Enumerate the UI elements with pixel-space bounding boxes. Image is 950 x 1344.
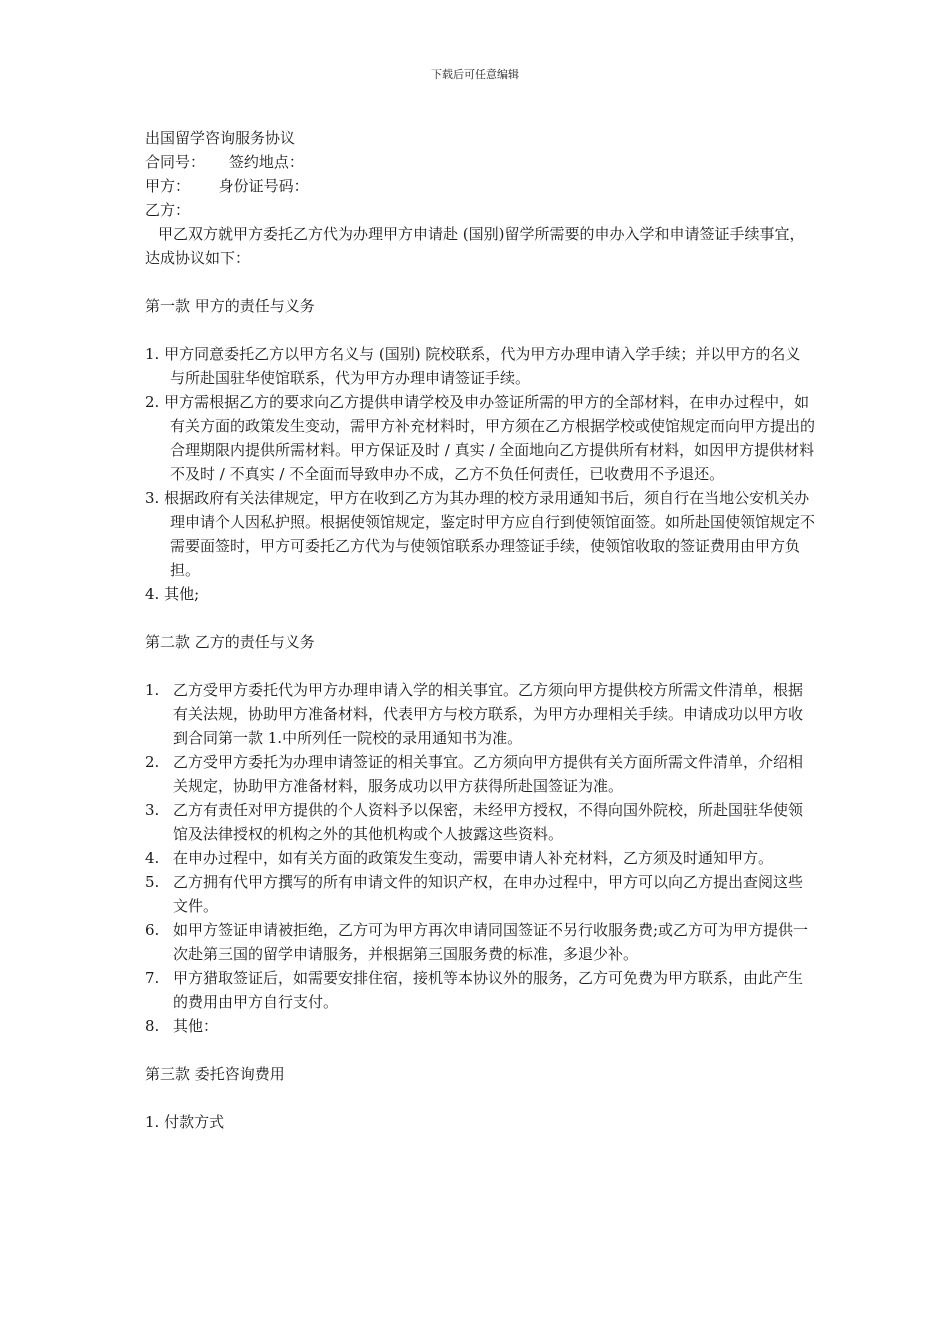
item-number: 5. bbox=[145, 873, 160, 891]
item-text: 甲方需根据乙方的要求向乙方提供申请学校及申办签证所需的甲方的全部材料，在申办过程中，如有关方面的政策发生变动，需甲方补充材料时，甲方须在乙方根据学校或使馆规定而向甲方提出的合理期限内提供所需材料。甲方保证及时 / 真实 / 全面地向乙方提供所有材料，如因甲方提供材料不及时 / 不真实 / 不全面而导致申办不成，乙方不负任何责任，已收费用不予退还。 bbox=[164, 393, 816, 483]
list-item bbox=[145, 966, 815, 1014]
list-item bbox=[145, 1110, 815, 1134]
item-text: 根据政府有关法律规定，甲方在收到乙方为其办理的校方录用通知书后，须自行在当地公安机关办理申请个人因私护照。根据使领馆规定，鉴定时甲方应自行到使领馆面签。如所赴国使领馆规定不需要面签时，甲方可委托乙方代为与使领馆联系办理签证手续，使领馆收取的签证费用由甲方负担。 bbox=[164, 489, 816, 579]
list-item bbox=[145, 342, 815, 390]
list-item bbox=[145, 918, 815, 966]
item-number: 1. bbox=[145, 1113, 160, 1131]
item-text: 乙方拥有代甲方撰写的所有申请文件的知识产权，在申办过程中，甲方可以向乙方提出查阅这些文件。 bbox=[173, 873, 804, 915]
item-number: 4. bbox=[145, 585, 160, 603]
item-text: 其他： bbox=[173, 1017, 219, 1035]
item-text: 乙方受甲方委托代为甲方办理申请入学的相关事宜。乙方须向甲方提供校方所需文件清单，根据有关法规，协助甲方准备材料，代表甲方与校方联系，为甲方办理相关手续。申请成功以甲方收到合同第一款 1.中所列任一院校的录用通知书为准。 bbox=[173, 681, 804, 747]
item-number: 1. bbox=[145, 681, 160, 699]
item-number: 3. bbox=[145, 801, 160, 819]
item-text: 甲方同意委托乙方以甲方名义与 (国别) 院校联系，代为甲方办理申请入学手续；并以甲方的名义与所赴国驻华使馆联系，代为甲方办理申请签证手续。 bbox=[164, 345, 801, 387]
party-b-line: 乙方： bbox=[145, 201, 191, 219]
item-text: 如甲方签证申请被拒绝，乙方可为甲方再次申请同国签证不另行收服务费;或乙方可为甲方提供一次赴第三国的留学申请服务，并根据第三国服务费的标准，多退少补。 bbox=[173, 921, 809, 963]
item-number: 2. bbox=[145, 753, 160, 771]
list-item bbox=[145, 1014, 815, 1038]
section-1-list bbox=[145, 342, 815, 606]
item-number: 3. bbox=[145, 489, 160, 507]
item-text: 付款方式 bbox=[164, 1113, 225, 1131]
document-title: 出国留学咨询服务协议 bbox=[145, 129, 296, 147]
item-number: 4. bbox=[145, 849, 160, 867]
item-text: 在申办过程中，如有关方面的政策发生变动，需要申请人补充材料，乙方须及时通知甲方。 bbox=[173, 849, 774, 867]
item-number: 1. bbox=[145, 345, 160, 363]
list-item bbox=[145, 846, 815, 870]
list-item bbox=[145, 798, 815, 846]
item-number: 6. bbox=[145, 921, 160, 939]
section-3-list bbox=[145, 1110, 815, 1134]
list-item bbox=[145, 390, 815, 486]
item-number: 2. bbox=[145, 393, 160, 411]
section-1-heading: 第一款 甲方的责任与义务 bbox=[145, 297, 315, 315]
section-3-heading: 第三款 委托咨询费用 bbox=[145, 1065, 285, 1083]
party-a-line: 甲方： 身份证号码： bbox=[145, 177, 309, 195]
list-item bbox=[145, 678, 815, 750]
list-item bbox=[145, 486, 815, 582]
list-item bbox=[145, 870, 815, 918]
item-number: 7. bbox=[145, 969, 160, 987]
item-text: 甲方猎取签证后，如需要安排住宿，接机等本协议外的服务，乙方可免费为甲方联系，由此产生的费用由甲方自行支付。 bbox=[173, 969, 804, 1011]
item-text: 乙方受甲方委托为办理申请签证的相关事宜。乙方须向甲方提供有关方面所需文件清单，介绍相关规定，协助甲方准备材料，服务成功以甲方获得所赴国签证为准。 bbox=[173, 753, 804, 795]
contract-number-line: 合同号： 签约地点： bbox=[145, 153, 304, 171]
intro-paragraph: 甲乙双方就甲方委托乙方代为办理甲方申请赴 (国别)留学所需要的申办入学和申请签证手续事宜，达成协议如下： bbox=[145, 225, 805, 267]
item-text: 乙方有责任对甲方提供的个人资料予以保密，未经甲方授权，不得向国外院校，所赴国驻华使领馆及法律授权的机构之外的其他机构或个人披露这些资料。 bbox=[173, 801, 804, 843]
list-item bbox=[145, 750, 815, 798]
list-item bbox=[145, 582, 815, 606]
section-2-list bbox=[145, 678, 815, 1038]
item-text: 其他; bbox=[164, 585, 200, 603]
agreement-body bbox=[145, 126, 815, 1134]
page-header-note: 下载后可任意编辑 bbox=[431, 68, 519, 81]
item-number: 8. bbox=[145, 1017, 160, 1035]
section-2-heading: 第二款 乙方的责任与义务 bbox=[145, 633, 315, 651]
